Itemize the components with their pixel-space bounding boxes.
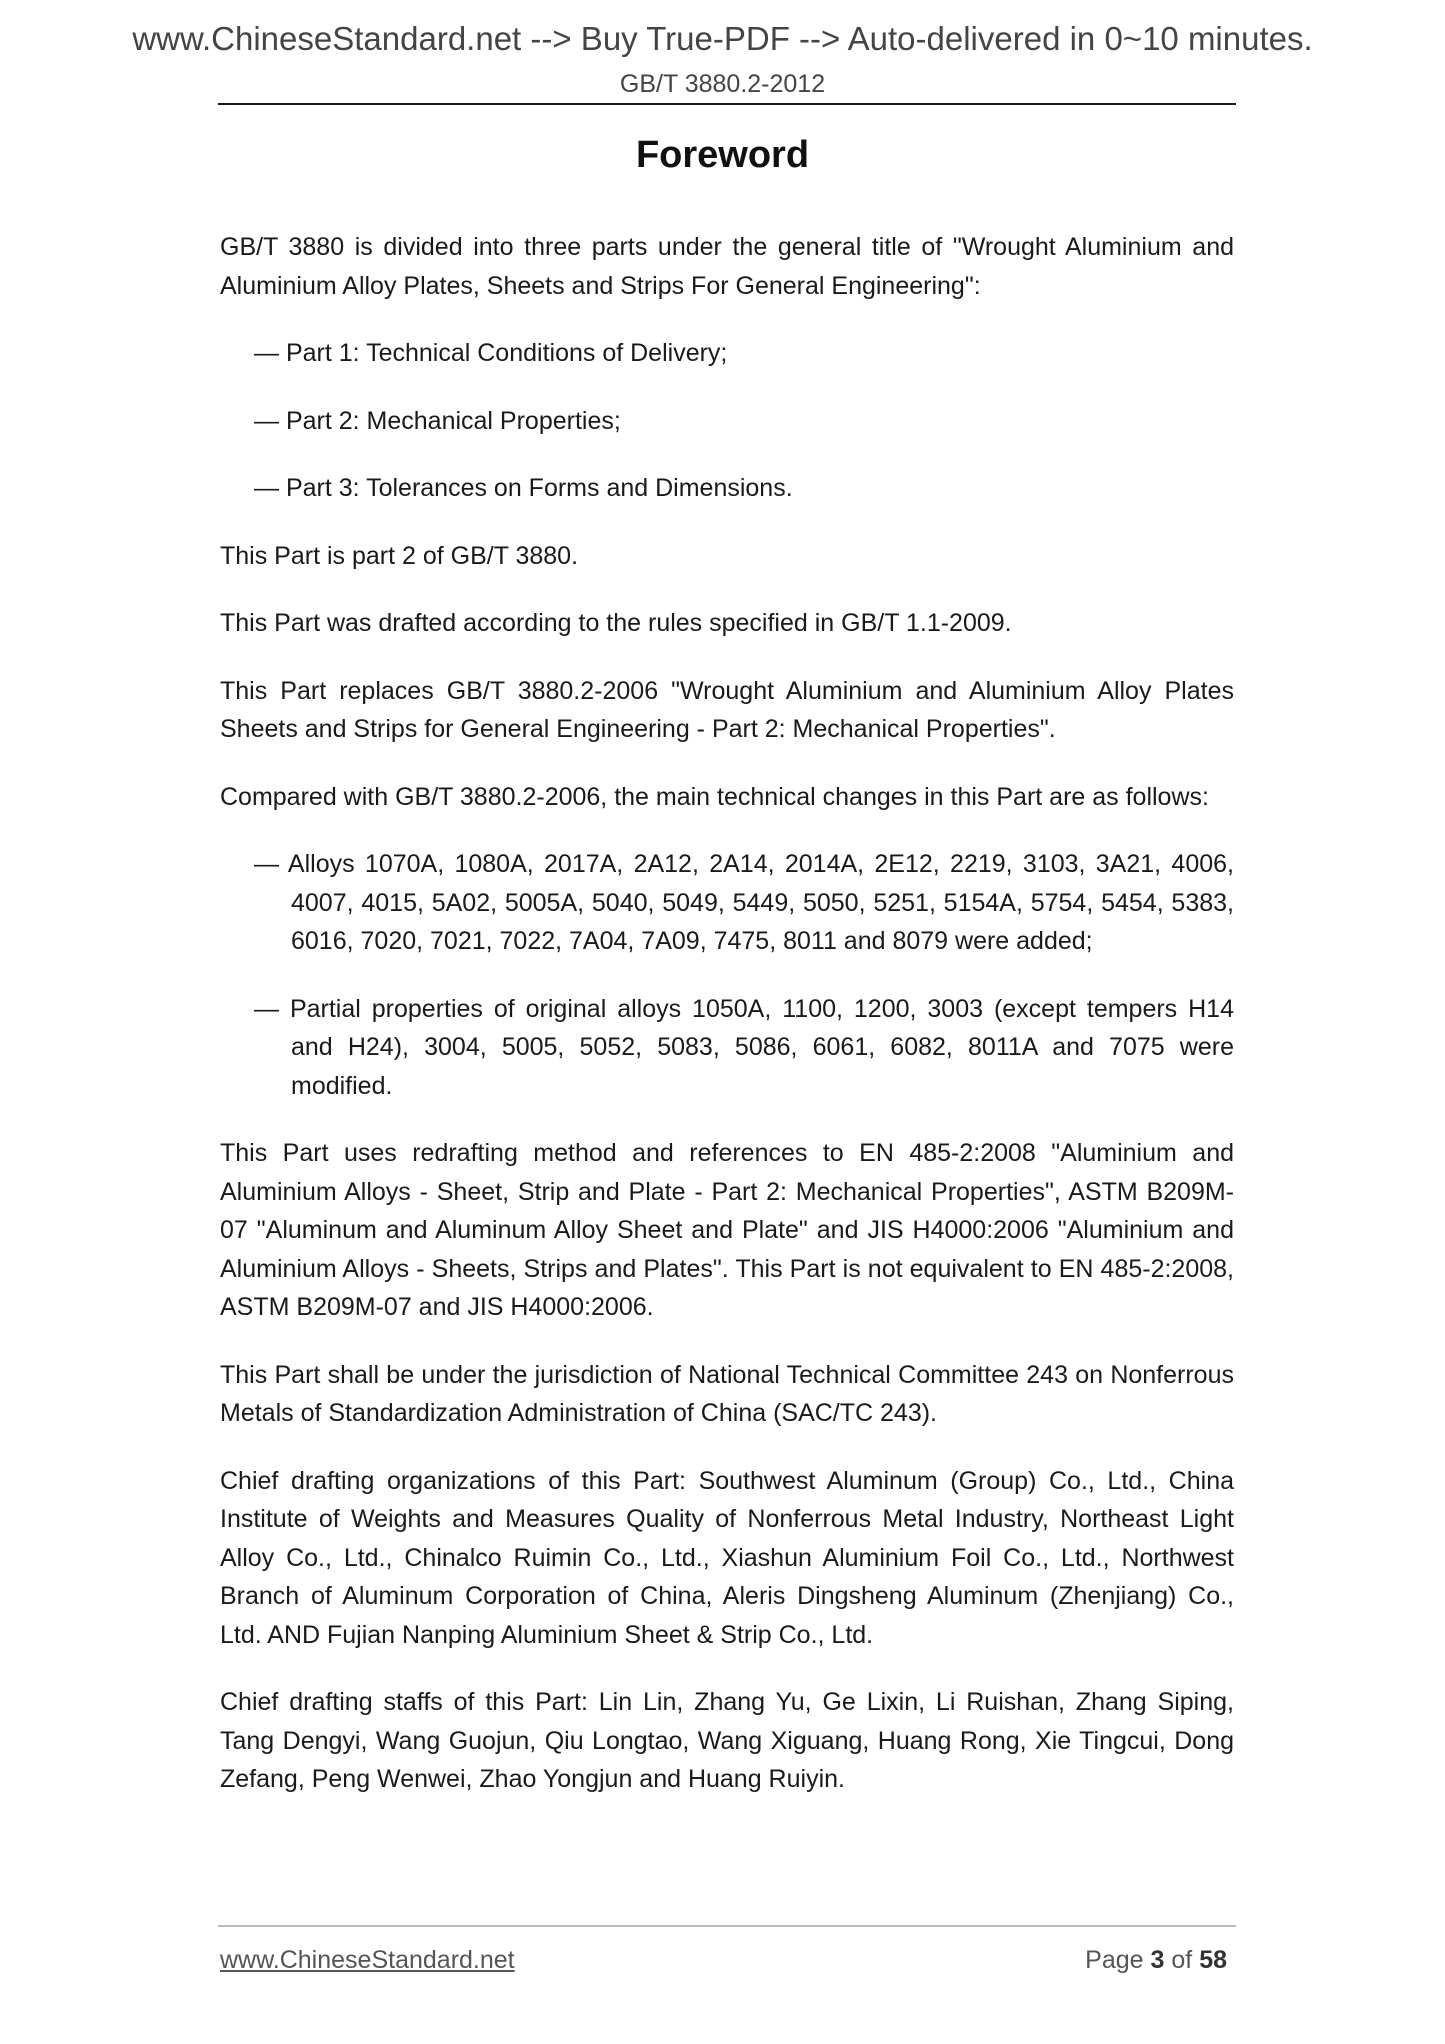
header-divider [218, 103, 1236, 105]
page-word: Page [1085, 1946, 1144, 1974]
change-item: — Partial properties of original alloys 1050A, 1100, 1200, 3003 (except tempers H14 and H24), 3004, 5005, 5052, 5083, 5086, 6061, 6082, 8011A and 7075 were modified. [254, 994, 1234, 1100]
list-item: — Part 2: Mechanical Properties; [254, 406, 621, 435]
part-statement-paragraph: This Part is part 2 of GB/T 3880. [220, 541, 579, 570]
footer-website-link[interactable]: www.ChineseStandard.net [220, 1946, 515, 1974]
staffs-paragraph: Chief drafting staffs of this Part: Lin Lin, Zhang Yu, Ge Lixin, Li Ruishan, Zhang Siping, Tang Dengyi, Wang Guojun, Qiu Longtao, Wang Xiguang, Huang Rong, Xie Tingcui, Dong Zefang, Peng Wenwei, Zhao Yongjun and Huang Ruiyin. [220, 1688, 1234, 1793]
redrafting-paragraph: This Part uses redrafting method and references to EN 485-2:2008 "Aluminium and Aluminium Alloys - Sheet, Strip and Plate - Part 2: Mechanical Properties", ASTM B209M-07 "Aluminum and Aluminum Alloy Sheet and Plate" and JIS H4000:2006 "Aluminium and Aluminium Alloys - Sheets, Strips and Plates". This Part is not equivalent to EN 485-2:2008, ASTM B209M-07 and JIS H4000:2006. [220, 1139, 1234, 1321]
of-word: of [1171, 1946, 1193, 1974]
site-banner: www.ChineseStandard.net --> Buy True-PDF --> Auto-delivered in 0~10 minutes. [132, 20, 1313, 57]
page-title: Foreword [635, 134, 810, 176]
total-pages-number: 58 [1199, 1946, 1227, 1974]
footer-divider [218, 1925, 1236, 1927]
intro-paragraph: GB/T 3880 is divided into three parts under the general title of "Wrought Aluminium and Aluminium Alloy Plates, Sheets and Strips For General Engineering": [220, 233, 1234, 300]
change-item: — Alloys 1070A, 1080A, 2017A, 2A12, 2A14, 2014A, 2E12, 2219, 3103, 3A21, 4006, 4007, 4015, 5A02, 5005A, 5040, 5049, 5449, 5050, 5251, 5154A, 5754, 5454, 5383, 6016, 7020, 7021, 7022, 7A04, 7A09, 7475, 8011 and 8079 were added; [254, 850, 1234, 955]
page-indicator [1085, 1946, 1227, 1975]
foreword-body [220, 228, 1234, 1828]
organizations-paragraph: Chief drafting organizations of this Part: Southwest Aluminum (Group) Co., Ltd., China Institute of Weights and Measures Quality of Nonferrous Metal Industry, Northeast Light Alloy Co., Ltd., Chinalco Ruimin Co., Ltd., Xiashun Aluminium Foil Co., Ltd., Northwest Branch of Aluminum Corporation of China, Aleris Dingsheng Aluminum (Zhenjiang) Co., Ltd. AND Fujian Nanping Aluminium Sheet & Strip Co., Ltd. [220, 1466, 1234, 1649]
changes-intro-paragraph: Compared with GB/T 3880.2-2006, the main technical changes in this Part are as follows: [220, 782, 1209, 811]
drafting-rules-paragraph: This Part was drafted according to the rules specified in GB/T 1.1-2009. [220, 609, 1012, 637]
current-page-number: 3 [1150, 1946, 1165, 1974]
jurisdiction-paragraph: This Part shall be under the jurisdiction of National Technical Committee 243 on Nonferrous Metals of Standardization Administration of China (SAC/TC 243). [220, 1360, 1234, 1427]
list-item: — Part 3: Tolerances on Forms and Dimensions. [254, 474, 793, 502]
replaces-paragraph: This Part replaces GB/T 3880.2-2006 "Wrought Aluminium and Aluminium Alloy Plates Sheets and Strips for General Engineering - Part 2: Mechanical Properties". [220, 676, 1234, 743]
list-item: — Part 1: Technical Conditions of Delivery; [254, 339, 728, 367]
document-code: GB/T 3880.2-2012 [619, 70, 826, 98]
